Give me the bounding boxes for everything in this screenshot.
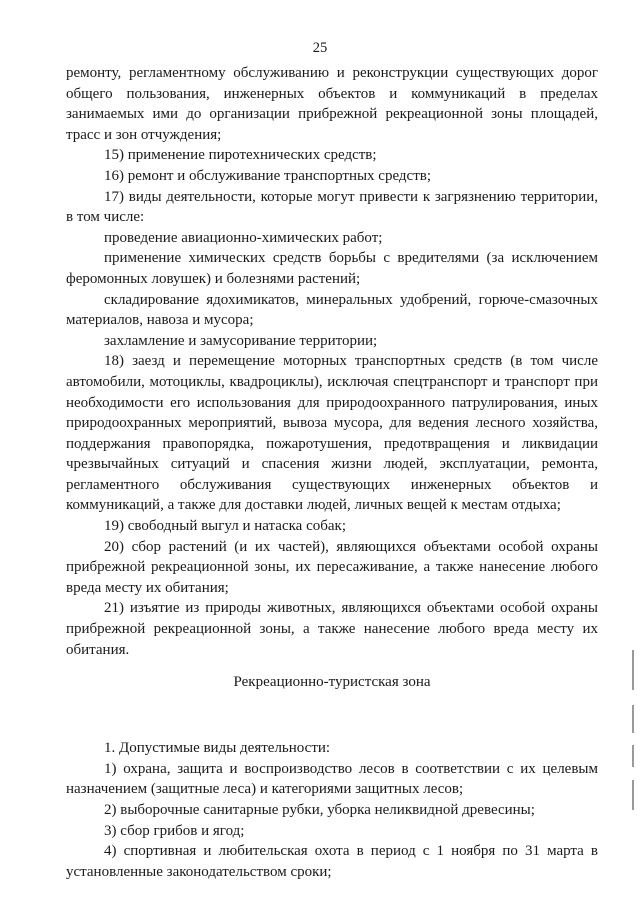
page-number: 25 [312,40,328,56]
paragraphs-after [66,738,598,882]
document-paragraph: ремонту, регламентному обслуживанию и реконструкции существующих дорог общего пользования, инженерных объектов и коммуникаций в пределах занимаемых ими до организации прибрежной рекреационной зоны площадей, трасс и зон отчуждения; [66,65,598,143]
document-paragraph: 21) изъятие из природы животных, являющихся объектами особой охраны прибрежной рекреационной зоны, а также нанесение любого вреда месту их обитания. [66,600,598,658]
document-paragraph: проведение авиационно-химических работ; [104,229,383,246]
scan-edge-mark [632,745,634,767]
document-paragraph: 18) заезд и перемещение моторных транспортных средств (в том числе автомобили, мотоциклы, квадроциклы), исключая спецтранспорт и транспорт при необходимости его использования для природоохранного патрулирования, иных природоохранных мероприятий, вывоза мусора, для ведения лесного хозяйства, поддержания правопорядка, пожаротушения, предотвращения и ликвидации чрезвычайных ситуаций и спасения жизни людей, эксплуатации, ремонта, регламентного обслуживания существующих инженерных объектов и коммуникаций, а также для доставки людей, личных вещей к местам отдыха; [66,353,598,514]
document-paragraph: 17) виды деятельности, которые могут привести к загрязнению территории, в том числе: [66,188,598,226]
document-paragraph: 1. Допустимые виды деятельности: [104,740,331,757]
document-paragraph: 19) свободный выгул и натаска собак; [104,518,346,535]
scan-edge-mark [632,705,634,733]
scan-edge-mark [632,650,634,690]
document-paragraph: 4) спортивная и любительская охота в период с 1 ноября по 31 марта в установленные законодательством сроки; [66,843,598,880]
document-paragraph: 20) сбор растений (и их частей), являющихся объектами особой охраны прибрежной рекреационной зоны, их пересаживание, а также нанесение любого вреда месту их обитания; [66,538,598,596]
paragraphs-before [66,63,598,660]
document-paragraph: 16) ремонт и обслуживание транспортных средств; [104,167,432,184]
scan-edge-mark [632,780,634,810]
document-paragraph: 3) сбор грибов и ягод; [104,822,245,839]
document-body [66,63,598,882]
document-paragraph: 1) охрана, защита и воспроизводство лесов в соответствии с их целевым назначением (защитные леса) и категориями защитных лесов; [66,760,598,798]
document-paragraph: захламление и замусоривание территории; [104,332,378,349]
section-heading: Рекреационно-туристская зона [233,674,431,691]
document-paragraph: 15) применение пиротехнических средств; [104,147,377,164]
document-paragraph: 2) выборочные санитарные рубки, уборка неликвидной древесины; [104,802,535,818]
document-paragraph: складирование ядохимикатов, минеральных удобрений, горюче-смазочных материалов, навоза и мусора; [66,291,598,329]
document-paragraph: применение химических средств борьбы с вредителями (за исключением феромонных ловушек) и болезнями растений; [66,250,598,287]
